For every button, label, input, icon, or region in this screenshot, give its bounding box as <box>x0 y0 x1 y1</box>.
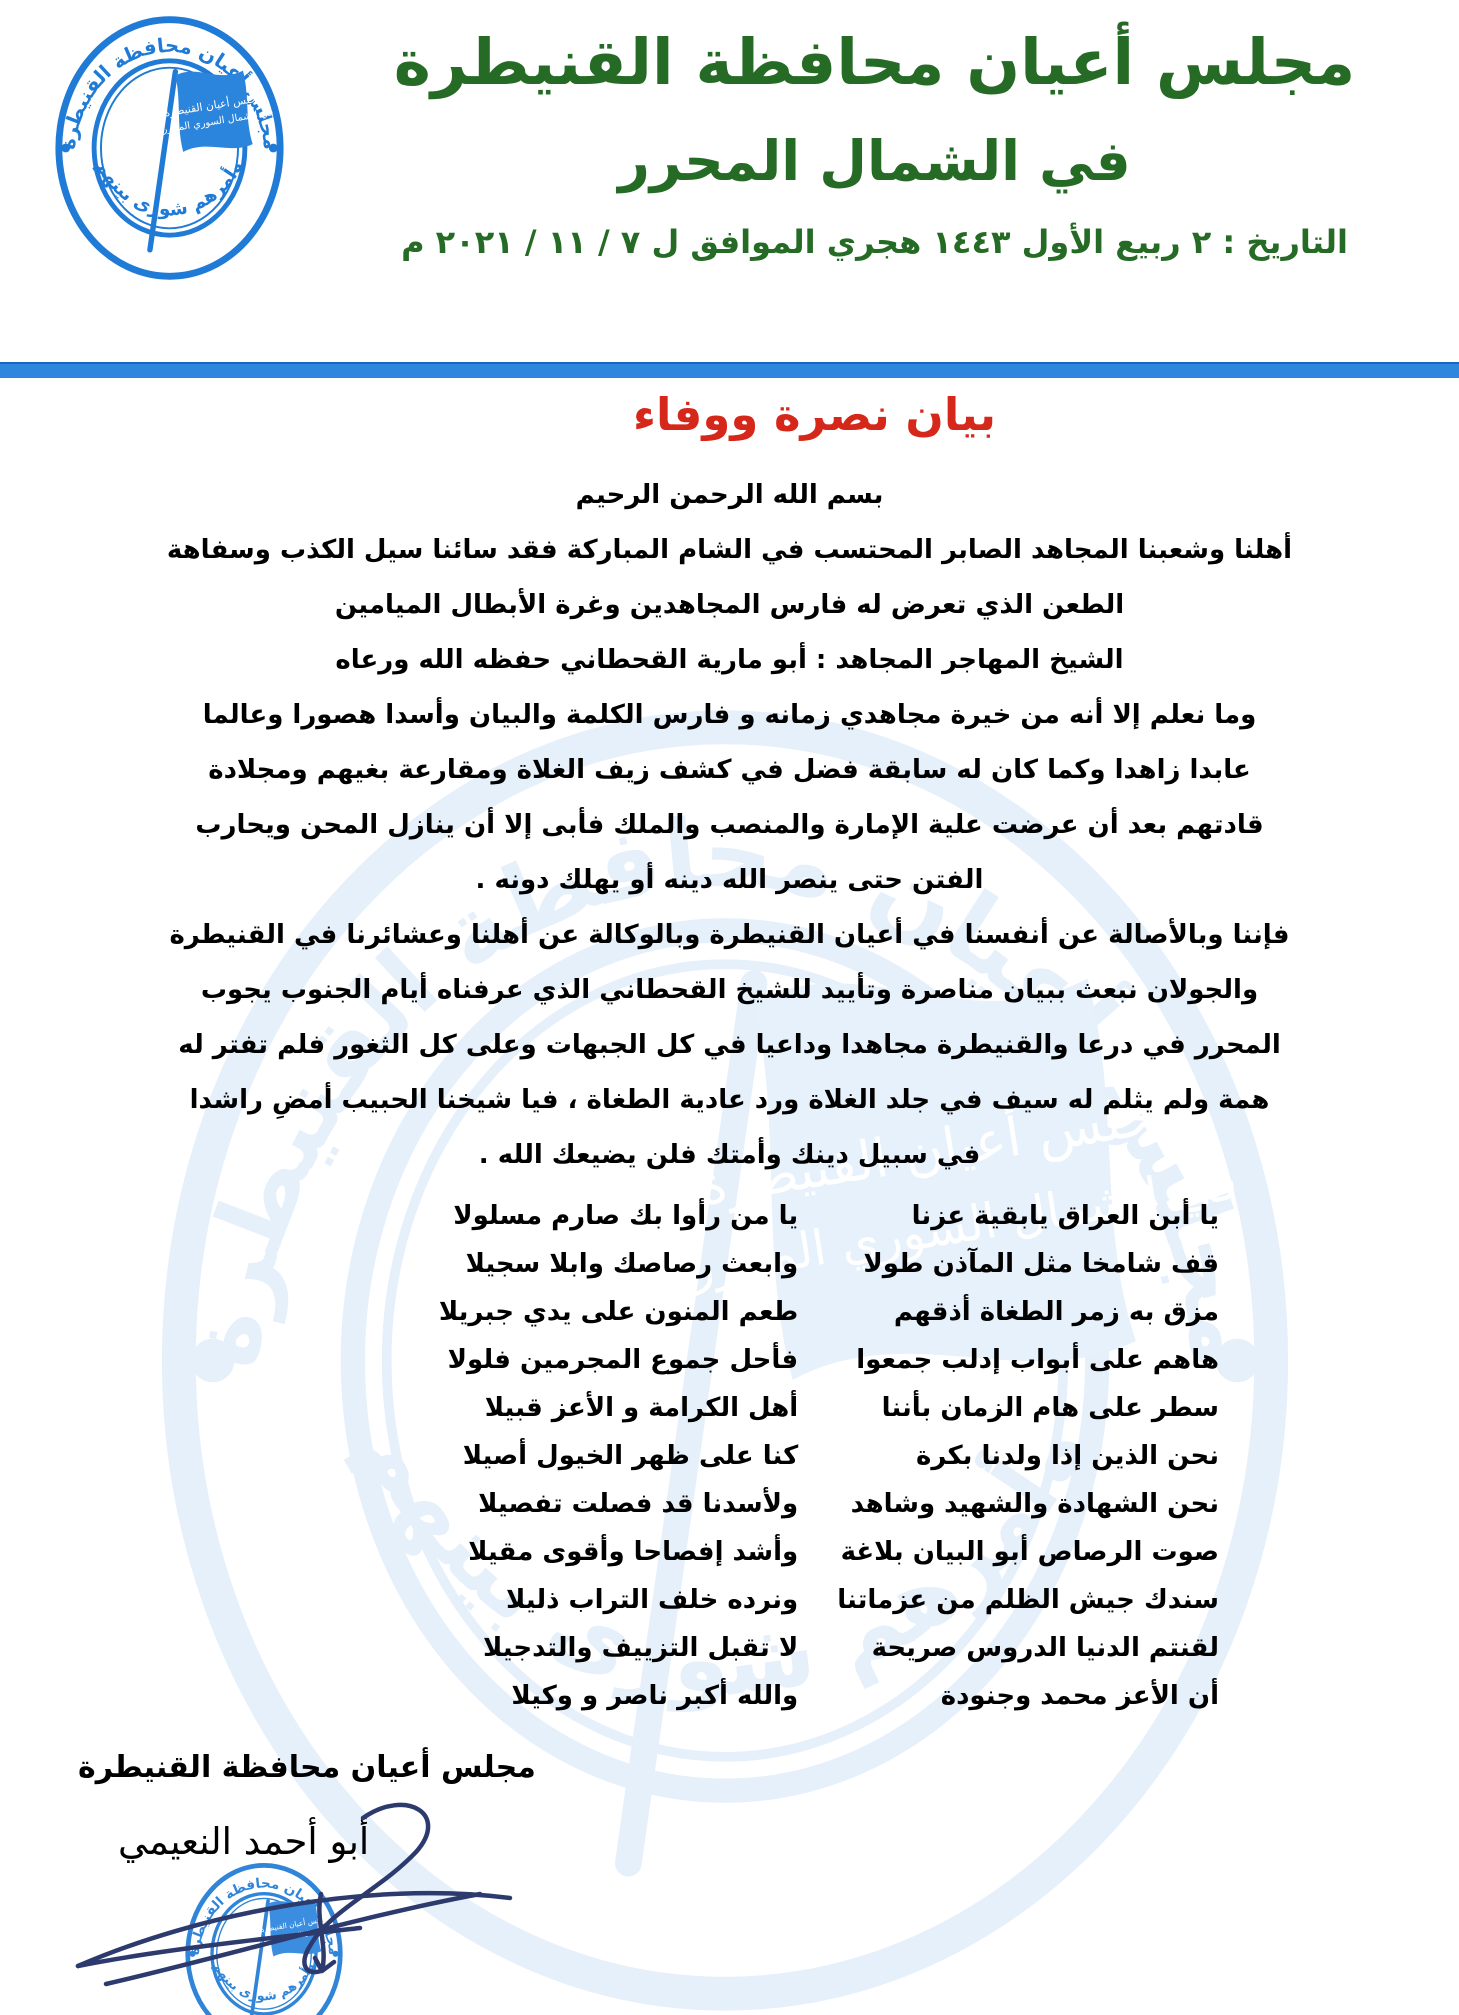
hemistich-first: صوت الرصاص أبو البيان بلاغة <box>840 1537 1219 1567</box>
hemistich-second: وأشد إفصاحا وأقوى مقيلا <box>468 1537 799 1567</box>
hemistich-first: مزق به زمر الطغاة أذقهم <box>893 1297 1219 1327</box>
blue-divider-bar <box>0 362 1459 378</box>
hemistich-second: والله أكبر ناصر و وكيلا <box>511 1681 799 1711</box>
verse-row <box>140 1480 1219 1528</box>
org-title-line1: مجلس أعيان محافظة القنيطرة <box>393 26 1356 99</box>
statement-body <box>40 468 1419 1183</box>
statement-title: بيان نصرة ووفاء <box>632 388 996 441</box>
footer-org-name: مجلس أعيان محافظة القنيطرة <box>78 1750 536 1785</box>
poem-section <box>140 1192 1219 1720</box>
hemistich-second: فأحل جموع المجرمين فلولا <box>447 1345 799 1375</box>
verse-row <box>140 1672 1219 1720</box>
basmala: بسم الله الرحمن الرحيم <box>575 480 884 510</box>
body-line: فإننا وبالأصالة عن أنفسنا في أعيان القنيطرة وبالوكالة عن أهلنا وعشائرنا في القنيطرة <box>169 920 1290 950</box>
hemistich-second: كنا على ظهر الخيول أصيلا <box>462 1441 799 1471</box>
hemistich-first: هاهم على أبواب إدلب جمعوا <box>856 1345 1219 1375</box>
hemistich-second: ولأسدنا قد فصلت تفصيلا <box>478 1489 799 1519</box>
hemistich-second: طعم المنون على يدي جبريلا <box>438 1297 799 1327</box>
verse-row <box>140 1528 1219 1576</box>
letterhead <box>300 14 1449 261</box>
body-line: والجولان نبعث ببيان مناصرة وتأييد للشيخ القحطاني الذي عرفناه أيام الجنوب يجوب <box>200 975 1259 1005</box>
body-line: في سبيل دينك وأمتك فلن يضيعك الله . <box>478 1140 981 1170</box>
handwritten-signature <box>58 1798 532 2002</box>
org-logo <box>52 12 287 284</box>
body-line: المحرر في درعا والقنيطرة مجاهدا وداعيا في كل الجبهات وعلى كل الثغور فلم تفتر له <box>178 1030 1281 1060</box>
hemistich-first: سطر على هام الزمان بأننا <box>881 1393 1219 1423</box>
verse-row <box>140 1624 1219 1672</box>
hemistich-second: أهل الكرامة و الأعز قبيلا <box>484 1393 799 1423</box>
body-line: همة ولم يثلم له سيف في جلد الغلاة ورد عادية الطغاة ، فيا شيخنا الحبيب أمضِ راشدا <box>189 1085 1270 1115</box>
org-title-line2: في الشمال المحرر <box>618 128 1131 193</box>
hemistich-first: يا أبن العراق يابقية عزنا <box>911 1201 1219 1231</box>
body-line: وما نعلم إلا أنه من خيرة مجاهدي زمانه و فارس الكلمة والبيان وأسدا هصورا وعالما <box>202 700 1257 730</box>
body-line: قادتهم بعد أن عرضت علية الإمارة والمنصب والملك فأبى إلا أن ينازل المحن ويحارب <box>195 810 1264 840</box>
verse-row <box>140 1432 1219 1480</box>
hemistich-first: لقنتم الدنيا الدروس صريحة <box>871 1633 1219 1663</box>
signer-name: أبو أحمد النعيمي <box>118 1820 370 1863</box>
verse-row <box>140 1240 1219 1288</box>
hemistich-first: أن الأعز محمد وجنودة <box>940 1681 1219 1711</box>
hemistich-first: سندك جيش الظلم من عزماتنا <box>837 1585 1219 1615</box>
body-line: أهلنا وشعبنا المجاهد الصابر المحتسب في الشام المباركة فقد سائنا سيل الكذب وسفاهة <box>166 535 1293 565</box>
verse-row <box>140 1336 1219 1384</box>
hemistich-first: قف شامخا مثل المآذن طولا <box>863 1249 1219 1279</box>
verse-row <box>140 1576 1219 1624</box>
body-line: الفتن حتى ينصر الله دينه أو يهلك دونه . <box>475 865 984 895</box>
body-line: عابدا زاهدا وكما كان له سابقة فضل في كشف زيف الغلاة ومقارعة بغيهم ومجلادة <box>208 755 1251 785</box>
hemistich-first: نحن الشهادة والشهيد وشاهد <box>850 1489 1219 1519</box>
hemistich-second: وابعث رصاصك وابلا سجيلا <box>465 1249 799 1279</box>
hemistich-second: لا تقبل التزييف والتدجيلا <box>483 1633 799 1663</box>
hemistich-first: نحن الذين إذا ولدنا بكرة <box>916 1441 1219 1471</box>
verse-row <box>140 1288 1219 1336</box>
hemistich-second: يا من رأوا بك صارم مسلولا <box>453 1201 799 1231</box>
verse-row <box>140 1192 1219 1240</box>
verse-row <box>140 1384 1219 1432</box>
body-line: الشيخ المهاجر المجاهد : أبو مارية القحطاني حفظه الله ورعاه <box>335 645 1124 675</box>
body-line: الطعن الذي تعرض له فارس المجاهدين وغرة الأبطال الميامين <box>334 590 1125 620</box>
hemistich-second: ونرده خلف التراب ذليلا <box>505 1585 799 1615</box>
date-line: التاريخ : ٢ ربيع الأول ١٤٤٣ هجري الموافق ل ٧ / ١١ / ٢٠٢١ م <box>401 223 1348 262</box>
